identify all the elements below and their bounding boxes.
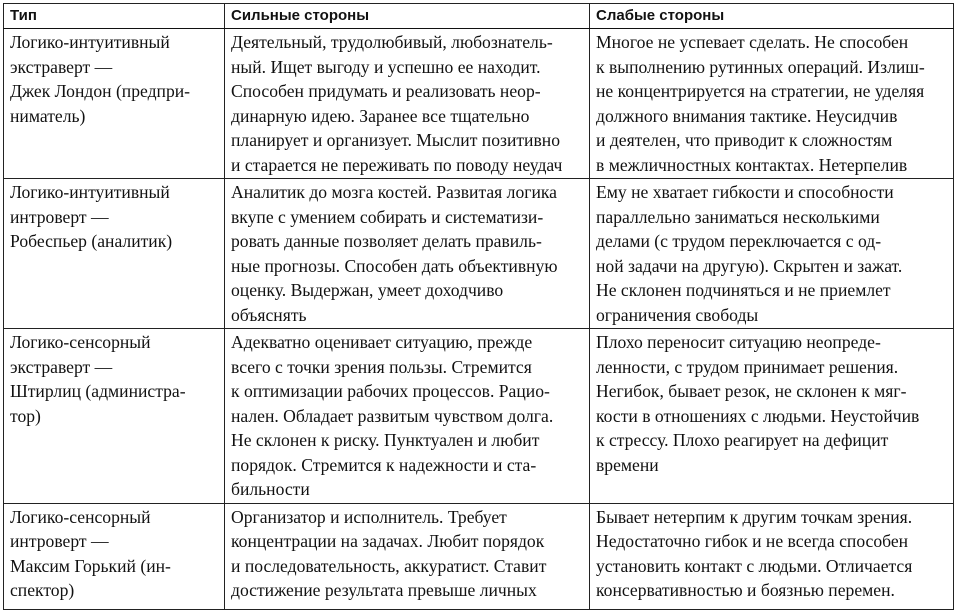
- weaknesses-line: консервативностью и боязнью перемен.: [596, 580, 895, 600]
- weaknesses-cell: [590, 503, 954, 609]
- type-line: Джек Лондон (предпри-: [10, 81, 191, 101]
- strengths-line: ровать данные позволяет делать правиль-: [231, 231, 542, 251]
- type-line: экстраверт —: [10, 356, 113, 377]
- header-type: Тип: [4, 4, 225, 29]
- strengths-line: Организатор и исполнитель. Требует: [231, 506, 507, 527]
- weaknesses-cell: [590, 329, 954, 504]
- weaknesses-line: Многое не успевает сделать. Не способен: [596, 32, 909, 52]
- type-line: интроверт —: [10, 531, 109, 551]
- strengths-line: бильности: [231, 479, 310, 499]
- weaknesses-line: ной задачи на другую). Скрытен и зажат.: [596, 255, 903, 276]
- weaknesses-line: Бывает нетерпим к другим точкам зрения.: [596, 506, 913, 527]
- weaknesses-line: к выполнению рутинных операций. Излиш-: [596, 56, 925, 77]
- type-line: Робеспьер (аналитик): [10, 231, 173, 251]
- weaknesses-line: установить контакт с людьми. Отличается: [596, 555, 913, 576]
- strengths-line: концентрации на задачах. Любит порядок: [231, 531, 545, 551]
- type-line: Максим Горький (ин-: [10, 555, 171, 576]
- header-strengths: Сильные стороны: [225, 4, 590, 29]
- weaknesses-line: Недостаточно гибок и не всегда способен: [596, 531, 909, 551]
- type-line: Логико-сенсорный: [10, 506, 151, 527]
- weaknesses-cell: [590, 29, 954, 179]
- strengths-cell: [225, 29, 590, 179]
- strengths-line: ный. Ищет выгоду и успешно ее находит.: [231, 56, 541, 77]
- strengths-cell: [225, 503, 590, 609]
- weaknesses-line: и деятелен, что приводит к сложностям: [596, 130, 893, 150]
- type-line: интроверт —: [10, 206, 109, 227]
- type-cell: [4, 503, 225, 609]
- weaknesses-cell: [590, 179, 954, 329]
- weaknesses-line: делами (с трудом переключается с од-: [596, 231, 882, 251]
- type-line: экстраверт —: [10, 56, 113, 77]
- strengths-line: порядок. Стремится к надежности и ста-: [231, 454, 537, 475]
- table-row: [4, 29, 954, 179]
- type-line: спектор): [10, 580, 75, 600]
- weaknesses-line: к стрессу. Плохо реагирует на дефицит: [596, 430, 889, 450]
- type-cell: [4, 29, 225, 179]
- strengths-cell: [225, 179, 590, 329]
- weaknesses-line: Плохо переносит ситуацию неопреде-: [596, 332, 881, 352]
- table-row: [4, 179, 954, 329]
- type-line: тор): [10, 405, 41, 426]
- strengths-line: достижение результата превыше личных: [231, 580, 537, 600]
- personality-types-table: [3, 3, 954, 610]
- strengths-line: ные прогнозы. Способен дать объективную: [231, 255, 558, 276]
- strengths-line: Аналитик до мозга костей. Развитая логика: [231, 182, 557, 202]
- strengths-line: и старается не переживать по поводу неудач: [231, 154, 563, 175]
- weaknesses-line: кости в отношениях с людьми. Неустойчив: [596, 405, 920, 426]
- weaknesses-line: Не склонен подчиняться и не приемлет: [596, 280, 891, 300]
- strengths-line: Деятельный, трудолюбивый, любознатель-: [231, 32, 553, 52]
- strengths-line: планирует и организует. Мыслит позитивно: [231, 130, 560, 150]
- strengths-line: нален. Обладает развитым чувством долга.: [231, 405, 554, 426]
- type-line: ниматель): [10, 105, 86, 126]
- strengths-line: динарную идею. Заранее все тщательно: [231, 105, 530, 126]
- strengths-line: к оптимизации рабочих процессов. Рацио-: [231, 381, 550, 401]
- table-row: [4, 503, 954, 609]
- weaknesses-line: Ему не хватает гибкости и способности: [596, 182, 894, 202]
- strengths-line: Способен придумать и реализовать неор-: [231, 81, 541, 101]
- table-row: [4, 329, 954, 504]
- weaknesses-line: Негибок, бывает резок, не склонен к мяг-: [596, 381, 907, 401]
- weaknesses-line: ленности, с трудом принимает решения.: [596, 356, 899, 377]
- strengths-line: всего с точки зрения пользы. Стремится: [231, 356, 532, 377]
- type-line: Логико-интуитивный: [10, 182, 170, 202]
- strengths-line: Адекватно оценивает ситуацию, прежде: [231, 332, 533, 352]
- strengths-line: вкупе с умением собирать и систематизи-: [231, 206, 544, 227]
- strengths-line: оценку. Выдержан, умеет доходчиво: [231, 280, 504, 300]
- weaknesses-line: времени: [596, 454, 659, 475]
- weaknesses-line: должного внимания тактике. Неусидчив: [596, 105, 898, 126]
- strengths-line: и последовательность, аккуратист. Ставит: [231, 555, 547, 576]
- weaknesses-line: в межличностных контактах. Нетерпелив: [596, 154, 908, 175]
- weaknesses-line: не концентрируется на стратегии, не уделяя: [596, 81, 925, 101]
- strengths-line: объяснять: [231, 304, 307, 325]
- type-line: Логико-интуитивный: [10, 32, 170, 52]
- header-weaknesses: Слабые стороны: [590, 4, 954, 29]
- weaknesses-line: ограничения свободы: [596, 304, 759, 325]
- type-cell: [4, 329, 225, 504]
- strengths-line: Не склонен к риску. Пунктуален и любит: [231, 430, 540, 450]
- type-line: Штирлиц (администра-: [10, 381, 186, 401]
- strengths-cell: [225, 329, 590, 504]
- type-line: Логико-сенсорный: [10, 332, 151, 352]
- weaknesses-line: параллельно заниматься несколькими: [596, 206, 880, 227]
- type-cell: [4, 179, 225, 329]
- header-row: [4, 4, 954, 29]
